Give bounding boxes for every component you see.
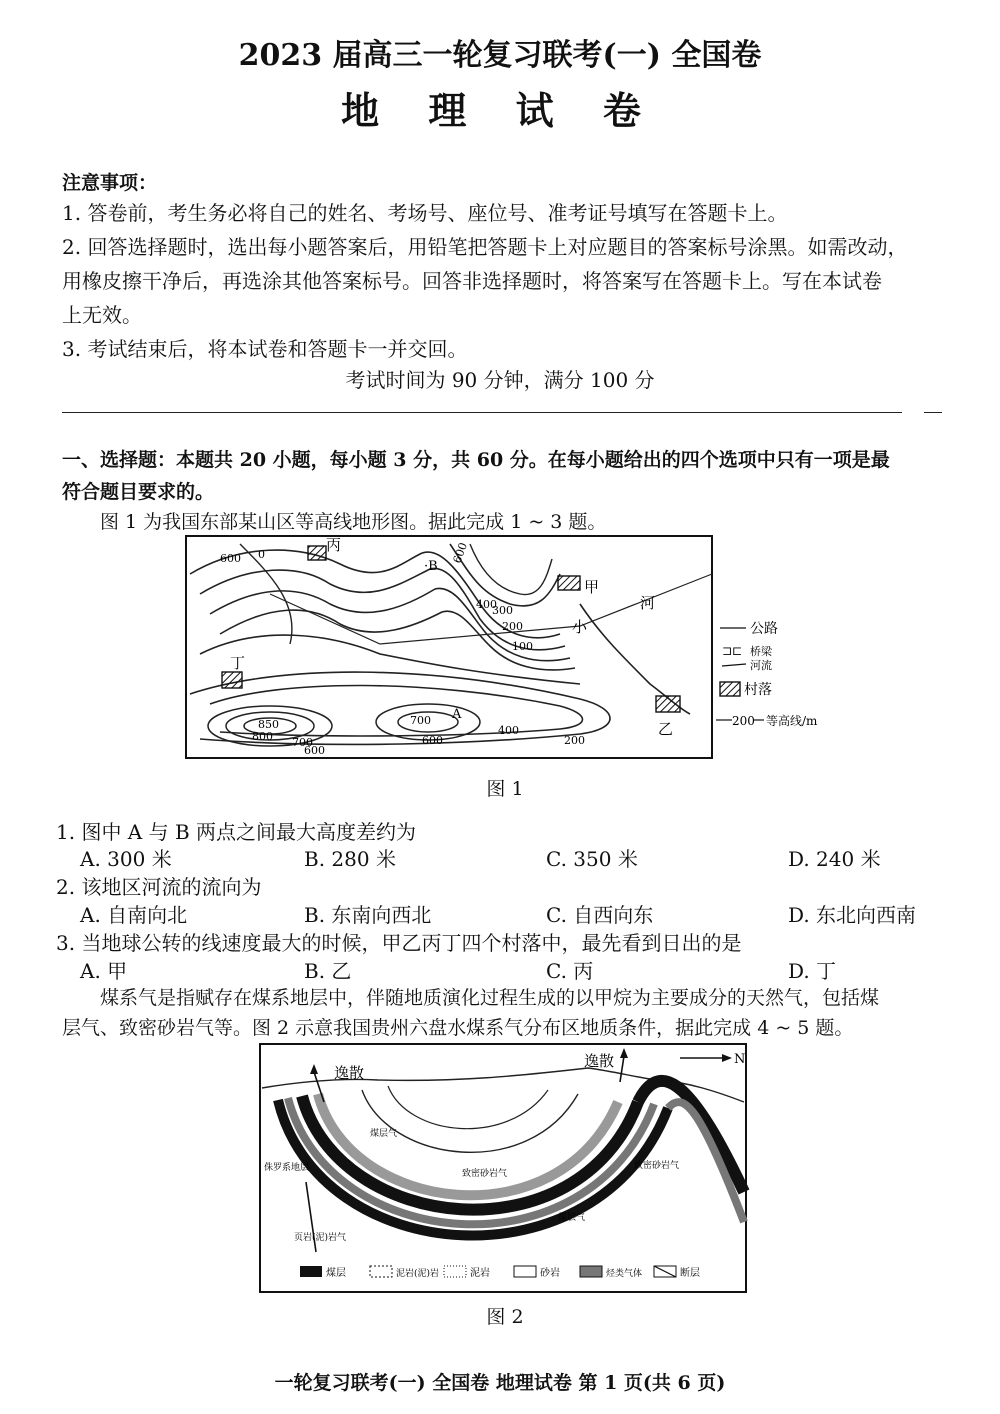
legend-mud-symbol <box>444 1266 466 1277</box>
label-strata: 侏罗系地层 <box>264 1163 310 1173</box>
contour-label-200-b: 200 <box>564 734 585 747</box>
legend-mud-sand-symbol <box>370 1266 392 1277</box>
question-1-option-b[interactable]: B. 280 米 <box>304 847 396 871</box>
page-footer: 一轮复习联考(一) 全国卷 地理试卷 第 1 页(共 6 页) <box>274 1372 726 1394</box>
notice-heading: 注意事项： <box>62 172 158 194</box>
label-escape-left: 逸散 <box>334 1064 365 1082</box>
question-1-option-c[interactable]: C. 350 米 <box>546 847 638 871</box>
section-heading <box>62 444 962 508</box>
legend-village: 村落 <box>744 682 772 698</box>
legend-hydrocarbon-symbol <box>580 1266 602 1277</box>
label-coalbed-gas-2: 煤层气 <box>558 1213 586 1223</box>
notice-item-3: 3. 考试结束后，将本试卷和答题卡一并交回。 <box>62 337 468 361</box>
question-2-option-c[interactable]: C. 自西向东 <box>546 903 654 927</box>
question-2-option-b[interactable]: B. 东南向西北 <box>304 903 432 927</box>
question-3-option-c[interactable]: C. 丙 <box>546 959 594 983</box>
label-point-a: A <box>452 707 462 722</box>
legend-fault: 断层 <box>680 1268 700 1279</box>
label-shale-gas: 页岩(泥)岩气 <box>294 1233 347 1243</box>
label-village-bing: 丙 <box>326 536 342 554</box>
legend-river-symbol <box>722 664 746 666</box>
legend-contour: 等高线/m <box>766 714 818 728</box>
exam-time: 考试时间为 90 分钟，满分 100 分 <box>345 368 655 392</box>
question-2-option-d[interactable]: D. 东北向西南 <box>788 903 917 927</box>
label-point-b: ·B <box>424 559 438 574</box>
contour-label-400-b: 400 <box>498 724 519 737</box>
notice-item-2-line-1: 2. 回答选择题时，选出每小题答案后，用铅笔把答题卡上对应题目的答案标号涂黑。如需改动， <box>62 235 908 259</box>
village-jia-icon <box>558 576 580 590</box>
contour-label-0: 0 <box>258 548 265 561</box>
contour-label-300: 300 <box>492 604 513 617</box>
contour-label-600-d: 600 <box>422 734 443 747</box>
legend-mud-sand: 泥岩(泥)岩 <box>396 1269 440 1279</box>
subject-title: 地 理 试 卷 <box>341 88 659 133</box>
section-heading-line-1: 一、选择题：本题共 20 小题，每小题 3 分，共 60 分。在每小题给出的四个选项中只有一项是最 <box>62 449 890 471</box>
question-2-option-a[interactable]: A. 自南向北 <box>80 903 188 927</box>
notice-item-2-line-2: 用橡皮擦干净后，再选涂其他答案标号。回答非选择题时，将答案写在答题卡上。写在本试卷 <box>62 269 882 293</box>
question-1-stem: 1. 图中 A 与 B 两点之间最大高度差约为 <box>56 820 417 844</box>
divider <box>62 412 902 413</box>
question-3-option-d[interactable]: D. 丁 <box>788 959 837 983</box>
contour-label-700-a: 700 <box>292 736 313 749</box>
label-village-yi: 乙 <box>658 720 674 738</box>
village-ding-icon <box>222 672 242 688</box>
figure2-caption: 图 2 <box>486 1306 524 1328</box>
question-3-option-a[interactable]: A. 甲 <box>80 959 128 983</box>
contour-label-800: 800 <box>252 730 273 743</box>
legend-mud: 泥岩 <box>470 1268 490 1279</box>
question-1-option-d[interactable]: D. 240 米 <box>788 847 881 871</box>
legend-village-symbol <box>720 682 740 696</box>
figure1-contour-map <box>180 534 840 766</box>
legend-contour-value: 200 <box>732 714 755 728</box>
legend-coal: 煤层 <box>326 1268 346 1279</box>
legend-hydrocarbon: 烃类气体 <box>606 1269 643 1279</box>
label-village-jia: 甲 <box>584 578 600 596</box>
label-xiao: 小 <box>572 618 588 636</box>
label-coalbed-gas-1: 煤层气 <box>370 1129 398 1139</box>
question-2-stem: 2. 该地区河流的流向为 <box>56 875 262 899</box>
figure2-geology-diagram <box>258 1042 752 1296</box>
contour-label-850: 850 <box>258 718 279 731</box>
label-tight-sand-1: 致密砂岩气 <box>462 1169 508 1179</box>
figure1-caption: 图 1 <box>486 778 524 800</box>
contour-label-600-a: 600 <box>220 552 241 565</box>
legend-bridge: 桥梁 <box>750 645 772 658</box>
north-arrow-label: N <box>734 1052 746 1067</box>
label-tight-sand-2: 致密砂岩气 <box>634 1161 680 1171</box>
legend-coal-symbol <box>300 1266 322 1277</box>
contour-label-100: 100 <box>512 640 533 653</box>
legend-road: 公路 <box>750 621 778 637</box>
notice-item-2-line-3: 上无效。 <box>62 303 142 327</box>
village-bing-icon <box>308 546 326 560</box>
exam-title: 2023 届高三一轮复习联考(一) 全国卷 <box>238 38 762 73</box>
divider-tail <box>924 412 942 413</box>
question-3-stem: 3. 当地球公转的线速度最大的时候，甲乙丙丁四个村落中，最先看到日出的是 <box>56 931 742 955</box>
section-heading-line-2: 符合题目要求的。 <box>62 481 215 503</box>
passage-2-line-2: 层气、致密砂岩气等。图 2 示意我国贵州六盘水煤系气分布区地质条件，据此完成 4 ~ 5 题。 <box>62 1017 854 1039</box>
question-1-option-a[interactable]: A. 300 米 <box>80 847 172 871</box>
legend-sand: 砂岩 <box>540 1268 560 1279</box>
legend-sand-symbol <box>514 1266 536 1277</box>
legend-river: 河流 <box>750 659 772 672</box>
contour-label-600-b: 600 <box>450 540 471 566</box>
legend-bridge-symbol: ⊐⊏ <box>722 644 743 658</box>
passage-2-line-1: 煤系气是指赋存在煤系地层中，伴随地质演化过程生成的以甲烷为主要成分的天然气，包括煤 <box>100 987 880 1009</box>
village-yi-icon <box>656 696 680 712</box>
contour-label-600-c: 600 <box>304 744 325 757</box>
question-3-option-b[interactable]: B. 乙 <box>304 959 352 983</box>
label-river: 河 <box>640 594 656 612</box>
contour-label-200-a: 200 <box>502 620 523 633</box>
contour-label-400-a: 400 <box>476 598 497 611</box>
label-escape-right: 逸散 <box>584 1052 615 1070</box>
figure1-intro: 图 1 为我国东部某山区等高线地形图。据此完成 1 ~ 3 题。 <box>100 511 607 533</box>
label-village-ding: 丁 <box>230 654 246 672</box>
contour-label-700-b: 700 <box>410 714 431 727</box>
notice-item-1: 1. 答卷前，考生务必将自己的姓名、考场号、座位号、准考证号填写在答题卡上。 <box>62 201 788 225</box>
